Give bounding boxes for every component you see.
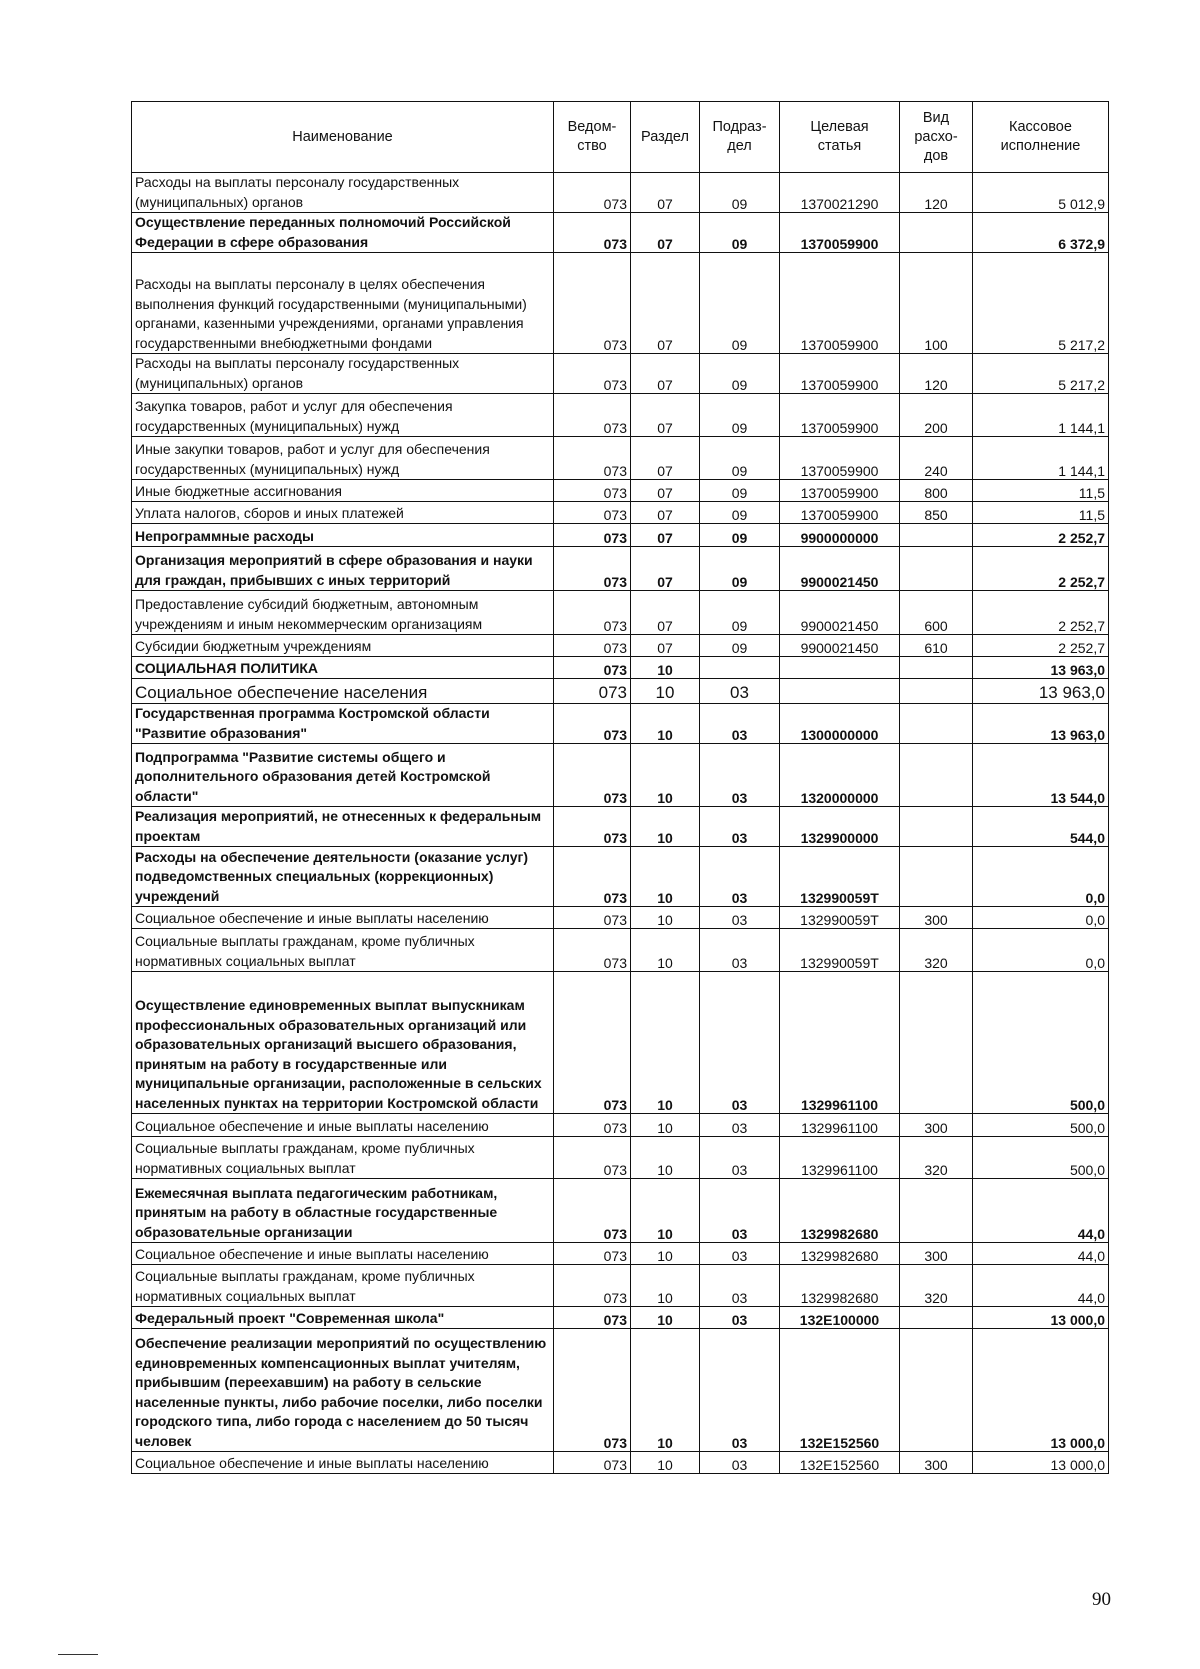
cell-name: Реализация мероприятий, не отнесенных к федеральным проектам bbox=[132, 807, 554, 847]
cell-podrazd bbox=[700, 657, 780, 679]
cell-podrazd: 09 bbox=[700, 524, 780, 547]
cell-name: Социальное обеспечение населения bbox=[132, 679, 554, 704]
cell-vid: 300 bbox=[900, 1243, 973, 1265]
cell-ved: 073 bbox=[554, 1265, 631, 1307]
cell-ved: 073 bbox=[554, 929, 631, 972]
cell-razd: 10 bbox=[631, 679, 700, 704]
cell-podrazd: 03 bbox=[700, 1243, 780, 1265]
table-row bbox=[132, 394, 1109, 437]
table-row bbox=[132, 591, 1109, 635]
cell-podrazd: 09 bbox=[700, 437, 780, 480]
header-celevaya bbox=[780, 102, 900, 173]
cell-vid bbox=[900, 657, 973, 679]
cell-name: Осуществление переданных полномочий Российской Федерации в сфере образования bbox=[132, 213, 554, 253]
cell-name: Государственная программа Костромской области "Развитие образования" bbox=[132, 704, 554, 744]
cell-kassa: 500,0 bbox=[973, 1114, 1109, 1137]
cell-razd: 10 bbox=[631, 847, 700, 907]
header-podrazd bbox=[700, 102, 780, 173]
cell-celevaya: 1370059900 bbox=[780, 354, 900, 394]
cell-name: Расходы на выплаты персоналу государственных (муниципальных) органов bbox=[132, 173, 554, 213]
cell-vid: 300 bbox=[900, 907, 973, 929]
cell-celevaya: 1329982680 bbox=[780, 1243, 900, 1265]
cell-razd: 10 bbox=[631, 929, 700, 972]
cell-celevaya: 1329961100 bbox=[780, 1137, 900, 1179]
cell-podrazd: 03 bbox=[700, 929, 780, 972]
cell-razd: 10 bbox=[631, 1329, 700, 1452]
cell-name: Уплата налогов, сборов и иных платежей bbox=[132, 502, 554, 524]
cell-celevaya bbox=[780, 657, 900, 679]
cell-vid bbox=[900, 847, 973, 907]
cell-name: Подпрограмма "Развитие системы общего и дополнительного образования детей Костромской области" bbox=[132, 744, 554, 807]
cell-vid: 320 bbox=[900, 1265, 973, 1307]
cell-ved: 073 bbox=[554, 547, 631, 591]
cell-podrazd: 09 bbox=[700, 253, 780, 354]
cell-celevaya: 132990059Т bbox=[780, 847, 900, 907]
cell-name: Осуществление единовременных выплат выпускникам профессиональных образовательных организаций или образовательных организаций высшего образования, принятым на работу в государственные или муниципальные организации, расположенные в сельских населенных пунктах на территории Костромской области bbox=[132, 972, 554, 1114]
cell-celevaya: 132E152560 bbox=[780, 1452, 900, 1474]
cell-podrazd: 03 bbox=[700, 1179, 780, 1243]
cell-vid: 320 bbox=[900, 929, 973, 972]
table-row bbox=[132, 907, 1109, 929]
cell-razd: 10 bbox=[631, 1307, 700, 1329]
cell-vid: 600 bbox=[900, 591, 973, 635]
cell-ved: 073 bbox=[554, 635, 631, 657]
cell-vid: 300 bbox=[900, 1452, 973, 1474]
table-row bbox=[132, 1243, 1109, 1265]
cell-vid bbox=[900, 704, 973, 744]
cell-ved: 073 bbox=[554, 704, 631, 744]
cell-kassa: 0,0 bbox=[973, 907, 1109, 929]
cell-kassa: 5 012,9 bbox=[973, 173, 1109, 213]
cell-celevaya: 132990059Т bbox=[780, 907, 900, 929]
cell-ved: 073 bbox=[554, 847, 631, 907]
cell-celevaya: 1329961100 bbox=[780, 972, 900, 1114]
cell-name: Организация мероприятий в сфере образования и науки для граждан, прибывших с иных территорий bbox=[132, 547, 554, 591]
cell-podrazd: 09 bbox=[700, 635, 780, 657]
cell-vid: 850 bbox=[900, 502, 973, 524]
cell-name: Социальные выплаты гражданам, кроме публичных нормативных социальных выплат bbox=[132, 929, 554, 972]
cell-name: Закупка товаров, работ и услуг для обеспечения государственных (муниципальных) нужд bbox=[132, 394, 554, 437]
cell-vid: 240 bbox=[900, 437, 973, 480]
header-ved-text: Ведом- ство bbox=[567, 119, 617, 154]
table-row bbox=[132, 547, 1109, 591]
cell-name: Социальное обеспечение и иные выплаты населению bbox=[132, 1114, 554, 1137]
cell-razd: 07 bbox=[631, 480, 700, 502]
table-row bbox=[132, 744, 1109, 807]
cell-vid bbox=[900, 679, 973, 704]
table-row bbox=[132, 1179, 1109, 1243]
cell-podrazd: 09 bbox=[700, 173, 780, 213]
cell-razd: 10 bbox=[631, 1137, 700, 1179]
cell-celevaya: 1370059900 bbox=[780, 437, 900, 480]
cell-name: Ежемесячная выплата педагогическим работникам, принятым на работу в областные государственные образовательные организации bbox=[132, 1179, 554, 1243]
cell-razd: 10 bbox=[631, 907, 700, 929]
cell-podrazd: 03 bbox=[700, 1114, 780, 1137]
cell-kassa: 13 000,0 bbox=[973, 1452, 1109, 1474]
cell-kassa: 1 144,1 bbox=[973, 437, 1109, 480]
cell-podrazd: 03 bbox=[700, 704, 780, 744]
footer-rule bbox=[58, 1654, 98, 1655]
cell-razd: 10 bbox=[631, 1243, 700, 1265]
cell-name: Обеспечение реализации мероприятий по осуществлению единовременных компенсационных выплат учителям, прибывшим (переехавшим) на работу в сельские населенные пункты, либо рабочие поселки, либо поселки городского типа, либо города с населением до 50 тысяч человек bbox=[132, 1329, 554, 1452]
cell-razd: 07 bbox=[631, 547, 700, 591]
cell-name: Расходы на выплаты персоналу государственных (муниципальных) органов bbox=[132, 354, 554, 394]
cell-ved: 073 bbox=[554, 972, 631, 1114]
cell-podrazd: 03 bbox=[700, 1265, 780, 1307]
cell-name: Непрограммные расходы bbox=[132, 524, 554, 547]
table-row bbox=[132, 253, 1109, 354]
cell-name: Субсидии бюджетным учреждениям bbox=[132, 635, 554, 657]
cell-ved: 073 bbox=[554, 1137, 631, 1179]
cell-name: Расходы на выплаты персоналу в целях обеспечения выполнения функций государственными (муниципальными) органами, казенными учреждениями, органами управления государственными внебюджетными фондами bbox=[132, 253, 554, 354]
table-body bbox=[132, 173, 1109, 1474]
cell-razd: 07 bbox=[631, 213, 700, 253]
cell-podrazd: 03 bbox=[700, 744, 780, 807]
header-name: Наименование bbox=[132, 102, 554, 173]
table-row bbox=[132, 1329, 1109, 1452]
cell-ved: 073 bbox=[554, 1114, 631, 1137]
header-kassa bbox=[973, 102, 1109, 173]
table-row bbox=[132, 502, 1109, 524]
cell-podrazd: 03 bbox=[700, 1137, 780, 1179]
cell-celevaya: 9900021450 bbox=[780, 547, 900, 591]
cell-celevaya: 1370059900 bbox=[780, 394, 900, 437]
cell-celevaya: 1329900000 bbox=[780, 807, 900, 847]
cell-podrazd: 09 bbox=[700, 547, 780, 591]
cell-ved: 073 bbox=[554, 907, 631, 929]
cell-name: Иные бюджетные ассигнования bbox=[132, 480, 554, 502]
cell-ved: 073 bbox=[554, 1243, 631, 1265]
cell-kassa: 2 252,7 bbox=[973, 547, 1109, 591]
cell-ved: 073 bbox=[554, 679, 631, 704]
table-row bbox=[132, 679, 1109, 704]
table-row bbox=[132, 173, 1109, 213]
cell-kassa: 11,5 bbox=[973, 502, 1109, 524]
cell-ved: 073 bbox=[554, 173, 631, 213]
cell-ved: 073 bbox=[554, 744, 631, 807]
cell-celevaya: 1370059900 bbox=[780, 502, 900, 524]
cell-kassa: 500,0 bbox=[973, 972, 1109, 1114]
cell-razd: 07 bbox=[631, 394, 700, 437]
cell-razd: 07 bbox=[631, 524, 700, 547]
cell-celevaya: 1329961100 bbox=[780, 1114, 900, 1137]
cell-vid bbox=[900, 807, 973, 847]
cell-celevaya: 9900021450 bbox=[780, 635, 900, 657]
header-podrazd-text: Подраз- дел bbox=[712, 119, 767, 154]
cell-ved: 073 bbox=[554, 524, 631, 547]
table-row bbox=[132, 524, 1109, 547]
cell-podrazd: 03 bbox=[700, 1307, 780, 1329]
header-celevaya-text: Целевая статья bbox=[810, 119, 869, 154]
cell-ved: 073 bbox=[554, 1452, 631, 1474]
table-row bbox=[132, 1307, 1109, 1329]
cell-name: Предоставление субсидий бюджетным, автономным учреждениям и иным некоммерческим организациям bbox=[132, 591, 554, 635]
cell-razd: 07 bbox=[631, 354, 700, 394]
table-row bbox=[132, 807, 1109, 847]
table-row bbox=[132, 635, 1109, 657]
cell-vid: 120 bbox=[900, 354, 973, 394]
cell-name: СОЦИАЛЬНАЯ ПОЛИТИКА bbox=[132, 657, 554, 679]
cell-ved: 073 bbox=[554, 437, 631, 480]
cell-vid: 320 bbox=[900, 1137, 973, 1179]
cell-kassa: 13 544,0 bbox=[973, 744, 1109, 807]
cell-podrazd: 09 bbox=[700, 394, 780, 437]
header-razd: Раздел bbox=[631, 102, 700, 173]
table-row bbox=[132, 1452, 1109, 1474]
cell-kassa: 44,0 bbox=[973, 1179, 1109, 1243]
cell-podrazd: 09 bbox=[700, 480, 780, 502]
cell-celevaya bbox=[780, 679, 900, 704]
cell-razd: 07 bbox=[631, 502, 700, 524]
table-row bbox=[132, 480, 1109, 502]
cell-vid bbox=[900, 524, 973, 547]
table-row bbox=[132, 1137, 1109, 1179]
cell-podrazd: 09 bbox=[700, 354, 780, 394]
header-kassa-text: Кассовое исполнение bbox=[1000, 119, 1081, 154]
cell-celevaya: 1329982680 bbox=[780, 1265, 900, 1307]
cell-name: Социальное обеспечение и иные выплаты населению bbox=[132, 907, 554, 929]
cell-kassa: 44,0 bbox=[973, 1265, 1109, 1307]
cell-kassa: 13 963,0 bbox=[973, 657, 1109, 679]
cell-kassa: 6 372,9 bbox=[973, 213, 1109, 253]
cell-name: Иные закупки товаров, работ и услуг для обеспечения государственных (муниципальных) нужд bbox=[132, 437, 554, 480]
cell-kassa: 1 144,1 bbox=[973, 394, 1109, 437]
cell-podrazd: 03 bbox=[700, 679, 780, 704]
table-row bbox=[132, 704, 1109, 744]
cell-name: Социальные выплаты гражданам, кроме публичных нормативных социальных выплат bbox=[132, 1137, 554, 1179]
cell-kassa: 5 217,2 bbox=[973, 354, 1109, 394]
cell-kassa: 5 217,2 bbox=[973, 253, 1109, 354]
cell-kassa: 544,0 bbox=[973, 807, 1109, 847]
cell-podrazd: 03 bbox=[700, 1452, 780, 1474]
cell-name: Федеральный проект "Современная школа" bbox=[132, 1307, 554, 1329]
cell-kassa: 13 963,0 bbox=[973, 704, 1109, 744]
table-row bbox=[132, 1114, 1109, 1137]
cell-razd: 10 bbox=[631, 1265, 700, 1307]
cell-kassa: 2 252,7 bbox=[973, 635, 1109, 657]
cell-kassa: 0,0 bbox=[973, 929, 1109, 972]
cell-celevaya: 1329982680 bbox=[780, 1179, 900, 1243]
cell-ved: 073 bbox=[554, 1307, 631, 1329]
cell-razd: 10 bbox=[631, 1452, 700, 1474]
cell-name: Социальные выплаты гражданам, кроме публичных нормативных социальных выплат bbox=[132, 1265, 554, 1307]
cell-razd: 10 bbox=[631, 704, 700, 744]
cell-razd: 07 bbox=[631, 253, 700, 354]
cell-razd: 07 bbox=[631, 591, 700, 635]
cell-name: Социальное обеспечение и иные выплаты населению bbox=[132, 1243, 554, 1265]
cell-ved: 073 bbox=[554, 213, 631, 253]
cell-celevaya: 1370059900 bbox=[780, 213, 900, 253]
cell-podrazd: 03 bbox=[700, 972, 780, 1114]
cell-vid: 100 bbox=[900, 253, 973, 354]
cell-razd: 07 bbox=[631, 173, 700, 213]
cell-celevaya: 132990059Т bbox=[780, 929, 900, 972]
cell-podrazd: 03 bbox=[700, 907, 780, 929]
table-row bbox=[132, 354, 1109, 394]
cell-podrazd: 09 bbox=[700, 502, 780, 524]
cell-razd: 10 bbox=[631, 744, 700, 807]
cell-vid: 610 bbox=[900, 635, 973, 657]
header-vid-text: Вид расхо- дов bbox=[914, 109, 958, 164]
cell-vid: 120 bbox=[900, 173, 973, 213]
cell-name: Расходы на обеспечение деятельности (оказание услуг) подведомственных специальных (коррекционных) учреждений bbox=[132, 847, 554, 907]
cell-celevaya: 9900021450 bbox=[780, 591, 900, 635]
cell-ved: 073 bbox=[554, 480, 631, 502]
table-row bbox=[132, 972, 1109, 1114]
cell-ved: 073 bbox=[554, 354, 631, 394]
cell-celevaya: 132E152560 bbox=[780, 1329, 900, 1452]
table-row bbox=[132, 657, 1109, 679]
cell-name: Социальное обеспечение и иные выплаты населению bbox=[132, 1452, 554, 1474]
cell-razd: 07 bbox=[631, 437, 700, 480]
cell-vid: 300 bbox=[900, 1114, 973, 1137]
cell-celevaya: 1370059900 bbox=[780, 253, 900, 354]
cell-kassa: 500,0 bbox=[973, 1137, 1109, 1179]
cell-kassa: 0,0 bbox=[973, 847, 1109, 907]
cell-podrazd: 09 bbox=[700, 213, 780, 253]
cell-ved: 073 bbox=[554, 591, 631, 635]
cell-podrazd: 09 bbox=[700, 591, 780, 635]
cell-vid: 800 bbox=[900, 480, 973, 502]
cell-vid bbox=[900, 1179, 973, 1243]
cell-razd: 10 bbox=[631, 1114, 700, 1137]
table-row bbox=[132, 437, 1109, 480]
cell-razd: 10 bbox=[631, 1179, 700, 1243]
header-ved bbox=[554, 102, 631, 173]
cell-kassa: 2 252,7 bbox=[973, 524, 1109, 547]
cell-kassa: 44,0 bbox=[973, 1243, 1109, 1265]
cell-celevaya: 1300000000 bbox=[780, 704, 900, 744]
cell-podrazd: 03 bbox=[700, 1329, 780, 1452]
cell-celevaya: 1370059900 bbox=[780, 480, 900, 502]
cell-ved: 073 bbox=[554, 394, 631, 437]
cell-vid bbox=[900, 972, 973, 1114]
table-row bbox=[132, 929, 1109, 972]
table-header-row bbox=[132, 102, 1109, 173]
cell-vid bbox=[900, 547, 973, 591]
cell-kassa: 11,5 bbox=[973, 480, 1109, 502]
cell-razd: 10 bbox=[631, 657, 700, 679]
cell-ved: 073 bbox=[554, 502, 631, 524]
cell-ved: 073 bbox=[554, 253, 631, 354]
cell-celevaya: 1370021290 bbox=[780, 173, 900, 213]
cell-celevaya: 1320000000 bbox=[780, 744, 900, 807]
cell-celevaya: 132E100000 bbox=[780, 1307, 900, 1329]
cell-ved: 073 bbox=[554, 657, 631, 679]
cell-kassa: 13 963,0 bbox=[973, 679, 1109, 704]
cell-razd: 10 bbox=[631, 807, 700, 847]
cell-podrazd: 03 bbox=[700, 847, 780, 907]
cell-kassa: 13 000,0 bbox=[973, 1307, 1109, 1329]
cell-vid bbox=[900, 213, 973, 253]
cell-kassa: 2 252,7 bbox=[973, 591, 1109, 635]
header-vid bbox=[900, 102, 973, 173]
cell-celevaya: 9900000000 bbox=[780, 524, 900, 547]
cell-ved: 073 bbox=[554, 1179, 631, 1243]
cell-ved: 073 bbox=[554, 807, 631, 847]
cell-vid bbox=[900, 1307, 973, 1329]
table-row bbox=[132, 213, 1109, 253]
table-row bbox=[132, 1265, 1109, 1307]
cell-razd: 07 bbox=[631, 635, 700, 657]
cell-vid bbox=[900, 744, 973, 807]
cell-ved: 073 bbox=[554, 1329, 631, 1452]
cell-vid: 200 bbox=[900, 394, 973, 437]
cell-vid bbox=[900, 1329, 973, 1452]
budget-execution-table bbox=[131, 101, 1109, 1474]
cell-razd: 10 bbox=[631, 972, 700, 1114]
cell-podrazd: 03 bbox=[700, 807, 780, 847]
table-row bbox=[132, 847, 1109, 907]
cell-kassa: 13 000,0 bbox=[973, 1329, 1109, 1452]
page-number: 90 bbox=[1092, 1589, 1111, 1610]
